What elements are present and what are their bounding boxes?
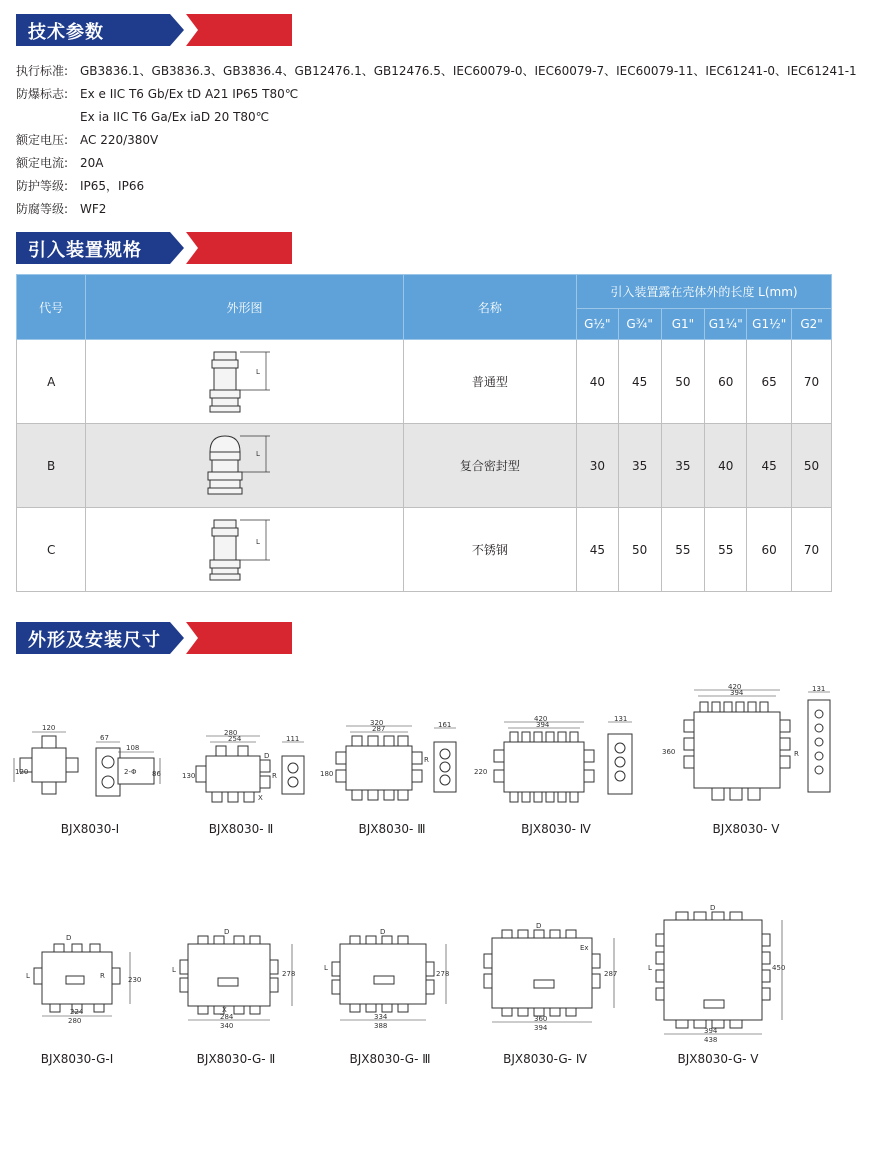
row-value: 45 <box>747 424 792 508</box>
svg-text:D: D <box>536 922 542 930</box>
gland-drawing <box>86 340 403 424</box>
header-length: 引入装置露在壳体外的长度 L(mm) <box>576 275 831 309</box>
row-value: 55 <box>661 508 705 592</box>
gland-a-drawing <box>200 346 290 418</box>
svg-text:R: R <box>424 756 429 764</box>
svg-text:L: L <box>172 966 176 974</box>
svg-text:438: 438 <box>704 1036 718 1044</box>
header-size: G1½" <box>747 309 792 340</box>
row-value: 45 <box>618 340 661 424</box>
svg-text:450: 450 <box>772 964 786 972</box>
svg-text:Ex: Ex <box>580 944 589 952</box>
model-caption: BJX8030-Ⅰ <box>60 822 120 836</box>
tech-params <box>16 60 857 221</box>
svg-text:278: 278 <box>436 970 450 978</box>
svg-text:334: 334 <box>374 1013 388 1021</box>
section-title-params: 技术参数 <box>28 22 104 43</box>
row-value: 30 <box>576 424 618 508</box>
dwg-bjx8030-g-5 <box>648 904 788 1044</box>
svg-text:86: 86 <box>152 770 161 778</box>
svg-text:360: 360 <box>662 748 676 756</box>
svg-text:67: 67 <box>100 734 109 742</box>
svg-text:L: L <box>26 972 30 980</box>
header-size: G½" <box>576 309 618 340</box>
model-caption: BJX8030- Ⅳ <box>521 822 591 836</box>
param-value: WF2 <box>80 202 107 216</box>
model-caption: BJX8030-G- Ⅱ <box>196 1052 276 1066</box>
svg-text:280: 280 <box>224 729 238 737</box>
param-label: 防腐等级: <box>16 202 69 216</box>
svg-text:320: 320 <box>370 719 384 727</box>
param-value: GB3836.1、GB3836.3、GB3836.4、GB12476.1、GB12476.5、IEC60079-0、IEC60079-7、IEC60079-11、IEC61241-0、IEC61241-1 <box>80 64 857 78</box>
dwg-bjx8030-3 <box>316 720 466 810</box>
svg-text:388: 388 <box>374 1022 388 1030</box>
dwg-bjx8030-1 <box>14 722 164 802</box>
header-size: G1¼" <box>705 309 747 340</box>
svg-text:230: 230 <box>128 976 142 984</box>
svg-text:180: 180 <box>320 770 334 778</box>
gland-drawing <box>86 424 403 508</box>
dwg-bjx8030-g-1 <box>20 932 140 1024</box>
svg-text:D: D <box>710 904 716 912</box>
row-value: 50 <box>792 424 832 508</box>
svg-text:L: L <box>324 964 328 972</box>
dwg-bjx8030-g-2 <box>172 926 300 1030</box>
row-value: 60 <box>705 340 747 424</box>
svg-text:161: 161 <box>438 721 452 729</box>
svg-text:420: 420 <box>728 683 742 691</box>
svg-text:278: 278 <box>282 970 296 978</box>
param-value: AC 220/380V <box>80 133 159 147</box>
svg-text:R: R <box>794 750 799 758</box>
header-code: 代号 <box>17 275 86 340</box>
svg-text:130: 130 <box>182 772 196 780</box>
param-value: 20A <box>80 156 104 170</box>
dwg-bjx8030-2 <box>176 730 306 810</box>
header-name: 名称 <box>403 275 576 340</box>
table-row <box>17 340 832 424</box>
row-code: C <box>17 508 86 592</box>
param-label: 防爆标志: <box>16 87 69 101</box>
gland-drawing <box>86 508 403 592</box>
gland-b-drawing <box>200 430 290 502</box>
svg-text:280: 280 <box>68 1017 82 1025</box>
param-label: 防护等级: <box>16 179 69 193</box>
header-size: G¾" <box>618 309 661 340</box>
table-row <box>17 508 832 592</box>
row-value: 35 <box>618 424 661 508</box>
svg-text:108: 108 <box>126 744 140 752</box>
row-value: 45 <box>576 508 618 592</box>
svg-text:2-Φ: 2-Φ <box>124 768 137 776</box>
svg-text:D: D <box>224 928 230 936</box>
svg-text:287: 287 <box>604 970 618 978</box>
param-label: 执行标准: <box>16 64 69 78</box>
svg-text:131: 131 <box>614 715 628 723</box>
section-banner-gland <box>16 232 292 264</box>
svg-text:394: 394 <box>536 721 550 729</box>
row-value: 40 <box>705 424 747 508</box>
dwg-bjx8030-4 <box>468 716 640 810</box>
svg-text:X: X <box>222 1006 227 1014</box>
model-caption: BJX8030- Ⅴ <box>712 822 780 836</box>
row-value: 55 <box>705 508 747 592</box>
section-title-gland: 引入装置规格 <box>28 240 142 261</box>
param-value: Ex e IIC T6 Gb/Ex tD A21 IP65 T80℃ <box>80 87 299 101</box>
row-value: 50 <box>618 508 661 592</box>
table-row <box>17 424 832 508</box>
svg-text:340: 340 <box>220 1022 234 1030</box>
svg-text:394: 394 <box>730 689 744 697</box>
row-value: 50 <box>661 340 705 424</box>
row-value: 70 <box>792 340 832 424</box>
row-code: A <box>17 340 86 424</box>
model-caption: BJX8030- Ⅱ <box>208 822 274 836</box>
row-value: 35 <box>661 424 705 508</box>
dwg-bjx8030-g-3 <box>324 926 452 1030</box>
param-label: 额定电流: <box>16 156 69 170</box>
param-label: 额定电压: <box>16 133 69 147</box>
svg-text:R: R <box>100 972 105 980</box>
row-value: 60 <box>747 508 792 592</box>
svg-text:X: X <box>258 794 263 802</box>
row-value: 65 <box>747 340 792 424</box>
model-caption: BJX8030-G- Ⅲ <box>349 1052 431 1066</box>
svg-text:220: 220 <box>474 768 488 776</box>
svg-text:120: 120 <box>15 768 29 776</box>
header-drawing: 外形图 <box>86 275 403 340</box>
model-caption: BJX8030-G- Ⅴ <box>677 1052 759 1066</box>
svg-text:287: 287 <box>372 725 386 733</box>
row-value: 40 <box>576 340 618 424</box>
section-banner-params <box>16 14 292 46</box>
svg-text:D: D <box>66 934 72 942</box>
row-code: B <box>17 424 86 508</box>
gland-spec-table <box>16 274 832 592</box>
svg-text:420: 420 <box>534 715 548 723</box>
svg-text:D: D <box>380 928 386 936</box>
svg-text:L: L <box>255 449 260 458</box>
svg-text:254: 254 <box>228 735 242 743</box>
row-name: 不锈钢 <box>403 508 576 592</box>
svg-text:R: R <box>272 772 277 780</box>
svg-text:D: D <box>264 752 270 760</box>
svg-text:L: L <box>255 367 260 376</box>
dwg-bjx8030-5 <box>658 684 834 808</box>
section-title-dims: 外形及安装尺寸 <box>28 630 161 651</box>
model-caption: BJX8030-G- Ⅳ <box>503 1052 587 1066</box>
svg-text:394: 394 <box>534 1024 548 1032</box>
svg-text:L: L <box>255 537 260 546</box>
svg-text:120: 120 <box>42 724 56 732</box>
svg-text:111: 111 <box>286 735 300 743</box>
header-size: G2" <box>792 309 832 340</box>
row-name: 复合密封型 <box>403 424 576 508</box>
svg-text:L: L <box>648 964 652 972</box>
header-size: G1" <box>661 309 705 340</box>
row-value: 70 <box>792 508 832 592</box>
svg-text:394: 394 <box>704 1027 718 1035</box>
param-value: IP65，IP66 <box>80 179 145 193</box>
row-name: 普通型 <box>403 340 576 424</box>
param-value: Ex ia IIC T6 Ga/Ex iaD 20 T80℃ <box>80 110 270 124</box>
svg-text:224: 224 <box>70 1008 84 1016</box>
model-caption: BJX8030-G-Ⅰ <box>40 1052 114 1066</box>
gland-c-drawing <box>200 514 290 586</box>
dwg-bjx8030-g-4 <box>476 920 622 1032</box>
svg-text:284: 284 <box>220 1013 234 1021</box>
svg-text:360: 360 <box>534 1015 548 1023</box>
model-caption: BJX8030- Ⅲ <box>358 822 426 836</box>
svg-text:131: 131 <box>812 685 826 693</box>
section-banner-dims <box>16 622 292 654</box>
